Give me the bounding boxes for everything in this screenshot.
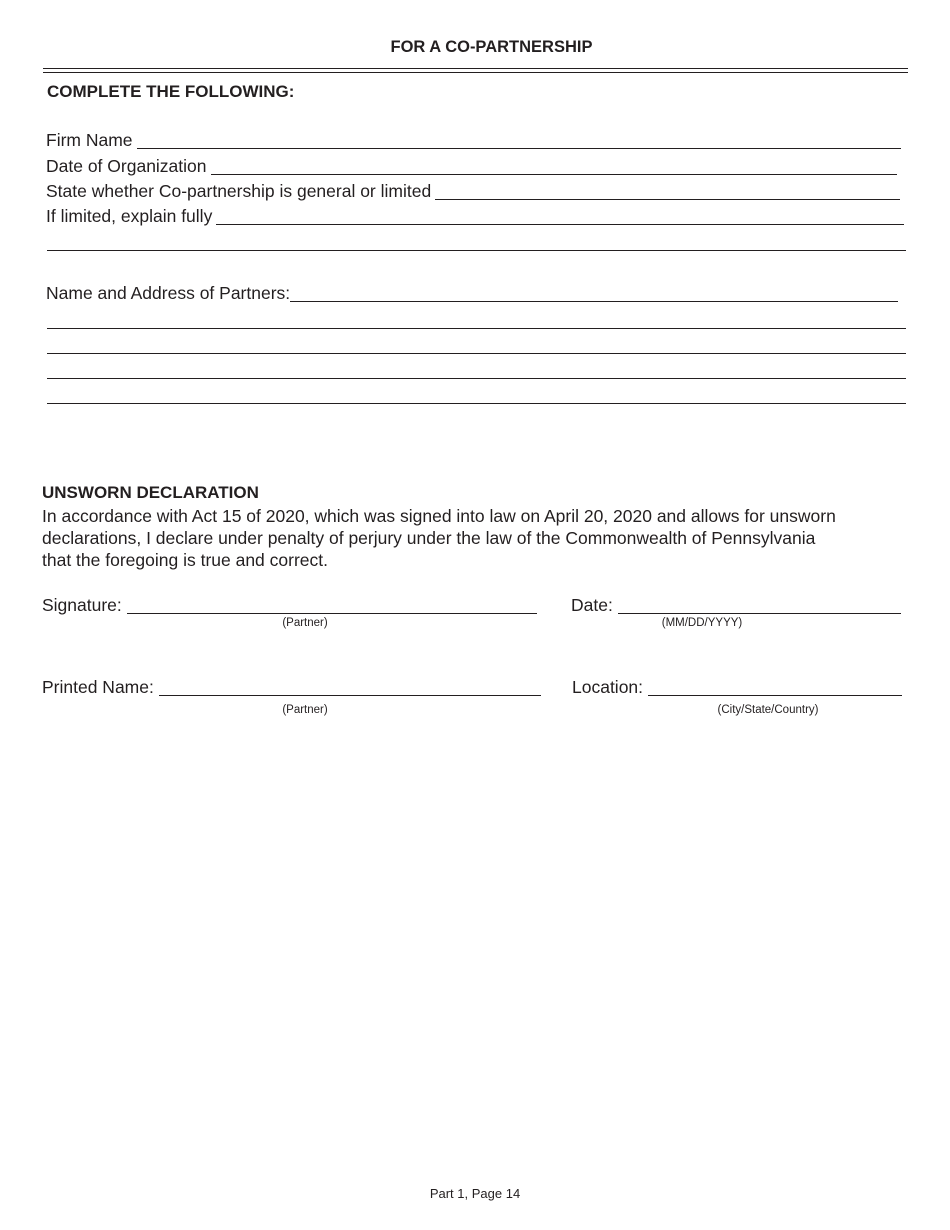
partners-line[interactable] [290, 300, 898, 302]
date-of-organization-line[interactable] [211, 173, 897, 175]
signature-field[interactable] [42, 594, 537, 616]
complete-section-heading: COMPLETE THE FOLLOWING: [47, 82, 295, 101]
if-limited-label: If limited, explain fully [46, 206, 213, 226]
firm-name-field[interactable] [46, 129, 901, 151]
if-limited-continuation-line[interactable] [47, 250, 906, 251]
declaration-heading: UNSWORN DECLARATION [42, 483, 259, 502]
printed-name-line[interactable] [159, 694, 541, 696]
date-caption: (MM/DD/YYYY) [661, 617, 743, 629]
location-field[interactable] [572, 676, 902, 698]
signature-caption: (Partner) [282, 617, 328, 629]
partners-field[interactable] [46, 282, 898, 304]
declaration-text-line: In accordance with Act 15 of 2020, which was signed into law on April 20, 2020 and allows for unsworn [42, 506, 836, 526]
partners-line-3[interactable] [47, 378, 906, 379]
firm-name-line[interactable] [137, 147, 901, 149]
firm-name-label: Firm Name [46, 130, 133, 150]
page-title: FOR A CO-PARTNERSHIP [390, 38, 593, 56]
partners-line-4[interactable] [47, 403, 906, 404]
date-of-organization-label: Date of Organization [46, 156, 207, 176]
date-label: Date: [571, 595, 613, 615]
date-of-organization-field[interactable] [46, 155, 897, 177]
date-field[interactable] [571, 594, 901, 616]
date-line[interactable] [618, 612, 901, 614]
location-line[interactable] [648, 694, 902, 696]
declaration-text-line: declarations, I declare under penalty of perjury under the law of the Commonwealth of Pennsylvania [42, 528, 816, 548]
location-caption: (City/State/Country) [717, 704, 819, 716]
declaration-text [42, 505, 922, 571]
signature-label: Signature: [42, 595, 122, 615]
header-rule-top [43, 68, 908, 69]
printed-name-caption: (Partner) [282, 704, 328, 716]
printed-name-field[interactable] [42, 676, 541, 698]
header-rule-bottom [43, 72, 908, 73]
general-or-limited-label: State whether Co-partnership is general or limited [46, 181, 432, 201]
printed-name-label: Printed Name: [42, 677, 154, 697]
general-or-limited-line[interactable] [435, 198, 900, 200]
general-or-limited-field[interactable] [46, 180, 900, 202]
signature-line[interactable] [127, 612, 537, 614]
partners-line-2[interactable] [47, 353, 906, 354]
declaration-text-line: that the foregoing is true and correct. [42, 550, 328, 570]
if-limited-field[interactable] [46, 205, 904, 227]
partners-label: Name and Address of Partners: [46, 283, 291, 303]
page-number: Part 1, Page 14 [429, 1186, 521, 1201]
if-limited-line[interactable] [216, 223, 904, 225]
partners-line-1[interactable] [47, 328, 906, 329]
location-label: Location: [572, 677, 644, 697]
